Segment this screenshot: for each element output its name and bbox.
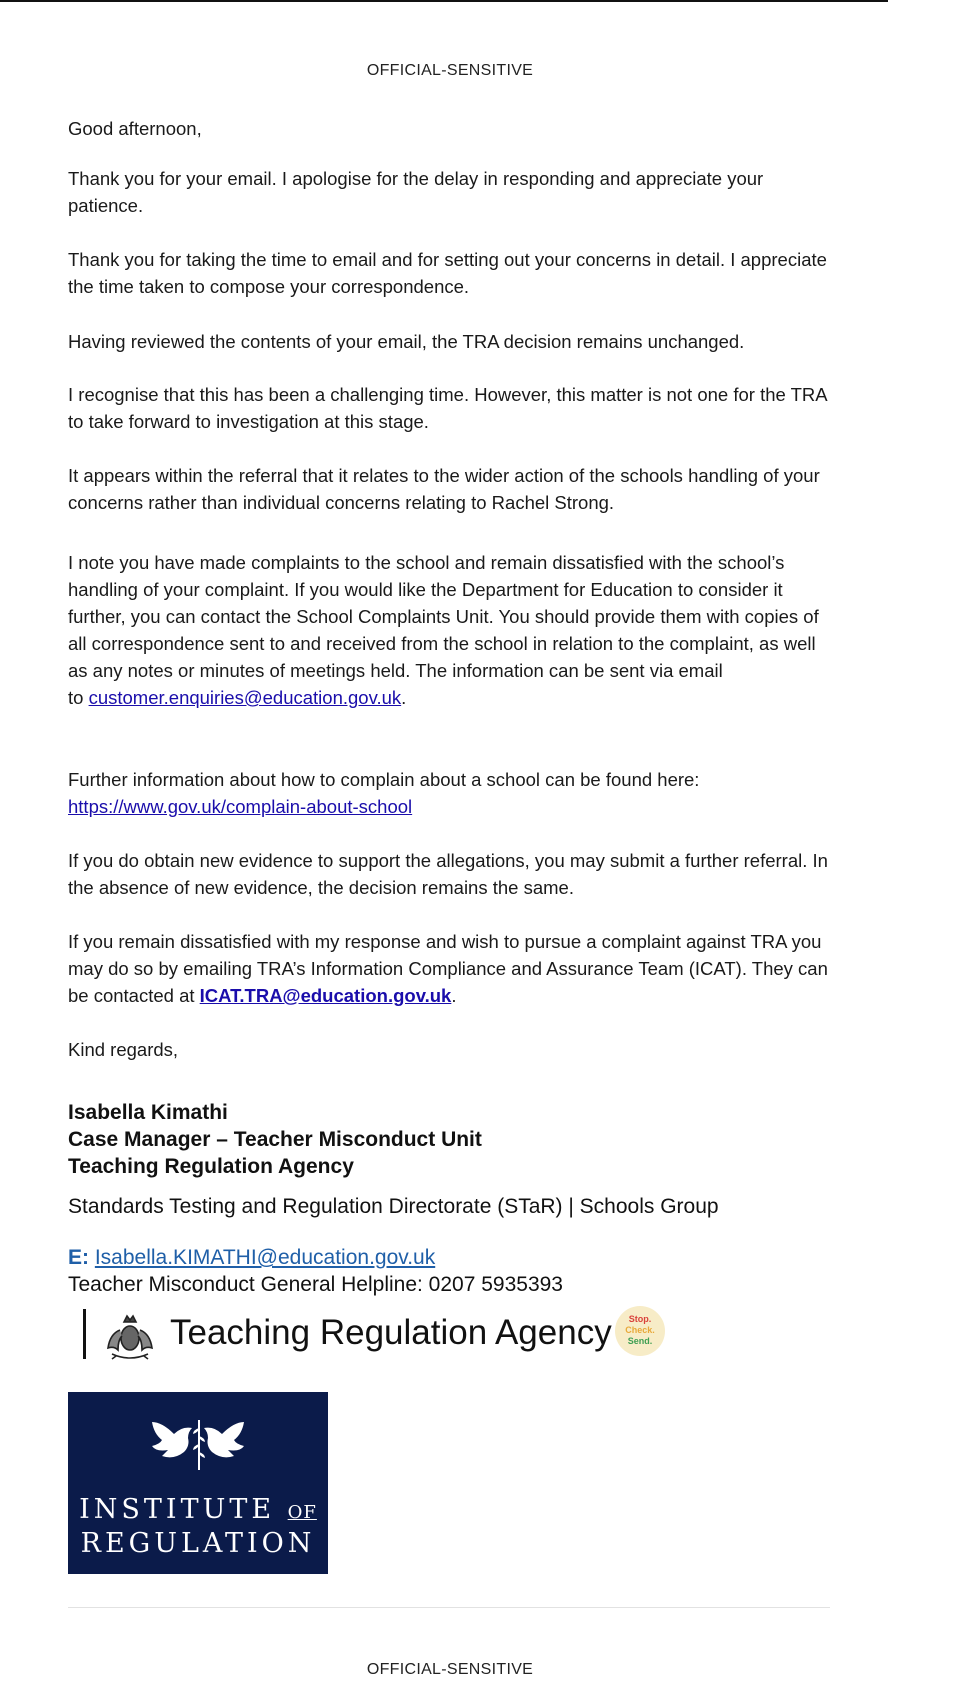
ior-institute-word: INSTITUTE [79,1494,288,1525]
institute-of-regulation-logo [68,1392,328,1574]
paragraph-icat-text [68,928,838,1009]
badge-stop: Stop. [628,1314,652,1324]
signature-contact [68,1244,563,1298]
signature-directorate: Standards Testing and Regulation Directorate (STaR) | Schools Group [68,1195,719,1218]
icat-body: If you remain dissatisfied with my response and wish to pursue a complaint against TRA you may do so by emailing TRA’s Information Compliance and Assurance Team (ICAT). They can be contacted at [68,931,828,1006]
ior-line-regulation: REGULATION [80,1528,316,1559]
paragraph-complaints-unit [68,549,838,711]
paragraph-recognise-text: I recognise that this has been a challenging time. However, this matter is not one for the TRA to take forward to investigation at this stage. [68,384,827,432]
tra-logo [80,1306,680,1364]
paragraph-recognise [68,381,838,435]
logo-divider-bar [83,1309,86,1359]
paragraph-referral-text: It appears within the referral that it relates to the wider action of the schools handling of your concerns rather than individual concerns relating to Rachel Strong. [68,465,820,513]
classification-header: OFFICIAL-SENSITIVE [366,62,534,79]
tra-logo-text: Teaching Regulation Agency [170,1313,612,1352]
icat-period: . [451,985,457,1006]
greeting-text: Good afternoon, [68,118,202,139]
signature-block [68,1099,482,1180]
badge-check: Check. [625,1325,655,1335]
paragraph-further-info-text [68,766,838,820]
greeting [68,115,838,142]
signature-name: Isabella Kimathi [68,1101,228,1124]
footer-divider [68,1607,830,1608]
sign-off [68,1036,838,1063]
complaints-unit-period: . [401,687,407,708]
doves-icon [148,1414,248,1474]
top-frame-border [0,0,888,2]
paragraph-new-evidence-text: If you do obtain new evidence to support the allegations, you may submit a further referral. In the absence of new evidence, the decision remains the same. [68,850,828,898]
signature-agency: Teaching Regulation Agency [68,1155,354,1178]
royal-crest-icon [98,1310,162,1360]
badge-send: Send. [627,1336,653,1346]
paragraph-complaints-unit-text [68,549,838,711]
paragraph-decision [68,328,838,355]
signature-email-link[interactable]: Isabella.KIMATHI@education.gov.uk [94,1246,436,1269]
icat-email-link[interactable]: ICAT.TRA@education.gov.uk [199,985,452,1006]
sign-off-text: Kind regards, [68,1039,179,1060]
paragraph-apology [68,165,838,219]
paragraph-new-evidence [68,847,838,901]
paragraph-thanks [68,246,838,300]
signature-email-line [68,1244,563,1271]
ior-line-institute [68,1494,328,1525]
ior-of-word: OF [287,1502,317,1523]
complaints-unit-body: I note you have made complaints to the school and remain dissatisfied with the school’s handling of your complaint. If you would like the Department for Education to consider it further, you can contact the School Complaints Unit. You should provide them with copies of all correspondence sent to and received from the school in relation to the complaint, as well as any notes or minutes of meetings held. The information can be sent via email [68,552,819,681]
signature-helpline: Teacher Misconduct General Helpline: 0207 5935393 [68,1273,563,1296]
signature-role: Case Manager – Teacher Misconduct Unit [68,1128,482,1151]
email-label: E: [68,1246,89,1269]
paragraph-thanks-text: Thank you for taking the time to email and for setting out your concerns in detail. I appreciate the time taken to compose your correspondence. [68,249,827,297]
paragraph-referral [68,462,838,516]
paragraph-further-info [68,766,838,820]
stop-check-send-badge [615,1306,665,1356]
customer-enquiries-email-link[interactable]: customer.enquiries@education.gov.uk [88,687,402,708]
complain-about-school-link[interactable]: https://www.gov.uk/complain-about-school [68,796,413,817]
complaints-unit-to: to [68,687,89,708]
further-info-body: Further information about how to complain about a school can be found here: [68,769,700,790]
paragraph-decision-text: Having reviewed the contents of your email, the TRA decision remains unchanged. [68,331,745,352]
paragraph-icat [68,928,838,1009]
classification-footer: OFFICIAL-SENSITIVE [366,1661,534,1678]
paragraph-apology-text: Thank you for your email. I apologise for the delay in responding and appreciate your patience. [68,168,764,216]
